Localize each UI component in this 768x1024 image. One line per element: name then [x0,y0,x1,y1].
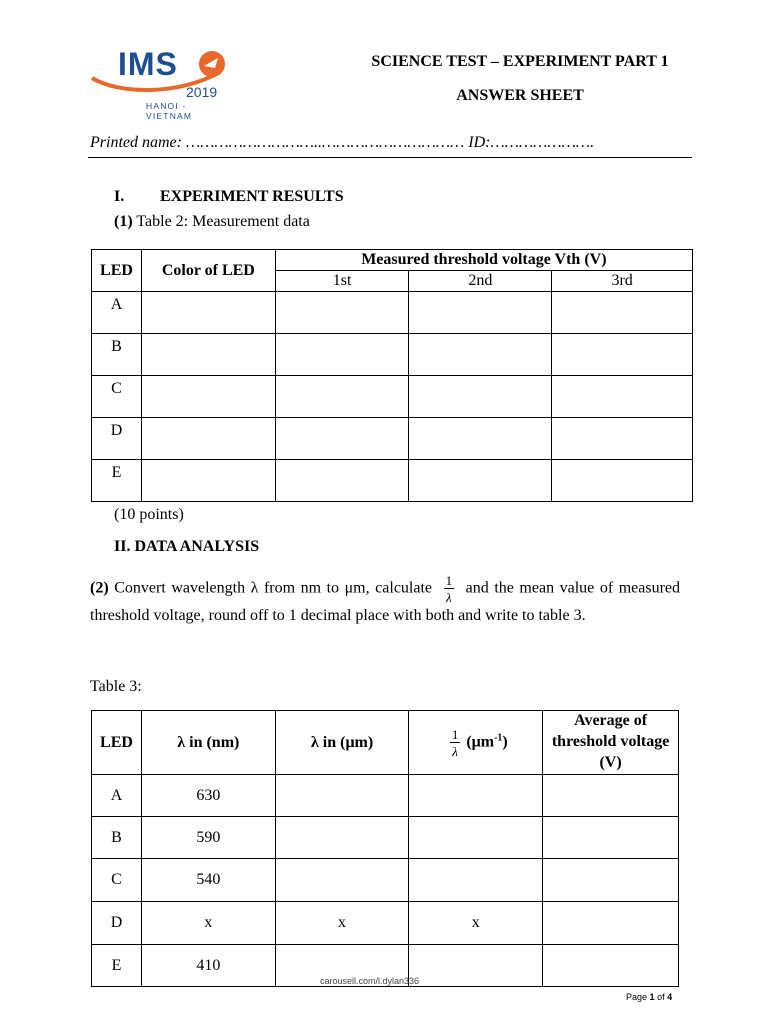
header-average-voltage: Average of threshold voltage (V) [543,711,679,775]
table-row [92,460,693,502]
table-row [92,817,679,859]
header-led: LED [92,250,142,292]
section-1-number: I. [114,188,125,205]
measurement-table [91,249,693,502]
vth-cell[interactable] [552,334,693,376]
section-1-title: EXPERIMENT RESULTS [160,188,344,205]
lambda-nm-cell: 410 [141,945,275,987]
analysis-table [91,710,679,987]
logo-year: 2019 [186,84,218,100]
color-cell[interactable] [141,460,275,502]
header-trial-1: 1st [275,271,409,292]
header-trial-2: 2nd [409,271,552,292]
page-total: 4 [667,992,673,1002]
vth-cell[interactable] [275,376,409,418]
led-label: E [92,945,142,987]
lambda-um-cell[interactable] [275,817,409,859]
led-label: A [92,775,142,817]
page-title: SCIENCE TEST – EXPERIMENT PART 1 [371,53,669,70]
table-row [92,334,693,376]
vth-cell[interactable] [552,460,693,502]
lambda-um-cell[interactable] [275,859,409,902]
section-1-heading [114,188,344,206]
vth-cell[interactable] [409,292,552,334]
inverse-lambda-fraction [444,574,455,604]
inverse-unit: (μm [466,733,495,751]
item-1-number: (1) [114,213,133,230]
led-label: C [92,859,142,902]
page-footer [626,992,672,1002]
header-inverse-fraction [450,728,461,758]
table-row [92,859,679,902]
points-note: (10 points) [114,506,184,523]
inverse-cell[interactable] [409,859,543,902]
led-label: B [92,817,142,859]
inverse-cell: x [409,902,543,945]
average-cell[interactable] [543,859,679,902]
led-label: B [92,334,142,376]
led-label: D [92,902,142,945]
inverse-cell[interactable] [409,775,543,817]
table-row [92,376,693,418]
average-cell[interactable] [543,902,679,945]
header-lambda-um: λ in (μm) [275,711,409,775]
led-label: A [92,292,142,334]
of-label: of [657,992,665,1002]
page-label: Page [626,992,648,1002]
table-2-title: Table 2: Measurement data [136,213,310,230]
lambda-um-cell: x [275,902,409,945]
printed-name-field: Printed name: ………………………..………………………… ID:…………………. [90,134,595,151]
item-2-number: (2) [90,579,109,597]
color-cell[interactable] [141,334,275,376]
average-cell[interactable] [543,945,679,987]
vth-cell[interactable] [409,376,552,418]
lambda-um-cell[interactable] [275,775,409,817]
vth-cell[interactable] [275,418,409,460]
inverse-unit-sup: -1 [494,731,503,743]
led-label: C [92,376,142,418]
header-lambda-nm: λ in (nm) [141,711,275,775]
table-row [92,902,679,945]
frac-numerator: 1 [451,726,459,742]
lambda-nm-cell: x [141,902,275,945]
question-2-after: and the mean value of measured threshold voltage, round off to 1 decimal place with both and write to table 3. [90,579,681,624]
color-cell[interactable] [141,376,275,418]
color-cell[interactable] [141,292,275,334]
lambda-nm-cell: 630 [141,775,275,817]
vth-cell[interactable] [275,334,409,376]
frac-numerator: 1 [445,573,453,588]
table-3-caption: Table 3: [90,678,142,695]
led-label: E [92,460,142,502]
section-2-heading: II. DATA ANALYSIS [114,538,260,555]
table-2-caption [114,213,310,231]
average-cell[interactable] [543,817,679,859]
led-label: D [92,418,142,460]
watermark: carousell.com/l.dylan336 [320,976,420,986]
header-threshold-voltage: Measured threshold voltage Vth (V) [275,250,692,271]
page-number: 1 [649,992,655,1002]
question-2-text [90,574,680,629]
ims-logo [88,44,228,121]
logo-location: HANOI - VIETNAM [146,101,193,121]
table-row [92,418,693,460]
inverse-cell[interactable] [409,817,543,859]
vth-cell[interactable] [275,460,409,502]
color-cell[interactable] [141,418,275,460]
vth-cell[interactable] [275,292,409,334]
frac-denominator: λ [446,590,452,605]
inverse-unit-close: ) [502,733,508,751]
logo-brand: IMS [118,46,178,82]
page-subtitle: ANSWER SHEET [456,87,584,104]
header-led: LED [92,711,142,775]
vth-cell[interactable] [552,418,693,460]
vth-cell[interactable] [409,418,552,460]
frac-denominator: λ [452,743,458,759]
table-row [92,775,679,817]
inverse-cell[interactable] [409,945,543,987]
vth-cell[interactable] [552,376,693,418]
vth-cell[interactable] [552,292,693,334]
vth-cell[interactable] [409,460,552,502]
table-row [92,292,693,334]
header-divider [88,157,692,158]
header-trial-3: 3rd [552,271,693,292]
average-cell[interactable] [543,775,679,817]
header-color: Color of LED [141,250,275,292]
header-inverse-lambda [409,711,543,775]
question-2-before: Convert wavelength λ from nm to μm, calculate [114,579,433,597]
vth-cell[interactable] [409,334,552,376]
lambda-nm-cell: 590 [141,817,275,859]
lambda-nm-cell: 540 [141,859,275,902]
